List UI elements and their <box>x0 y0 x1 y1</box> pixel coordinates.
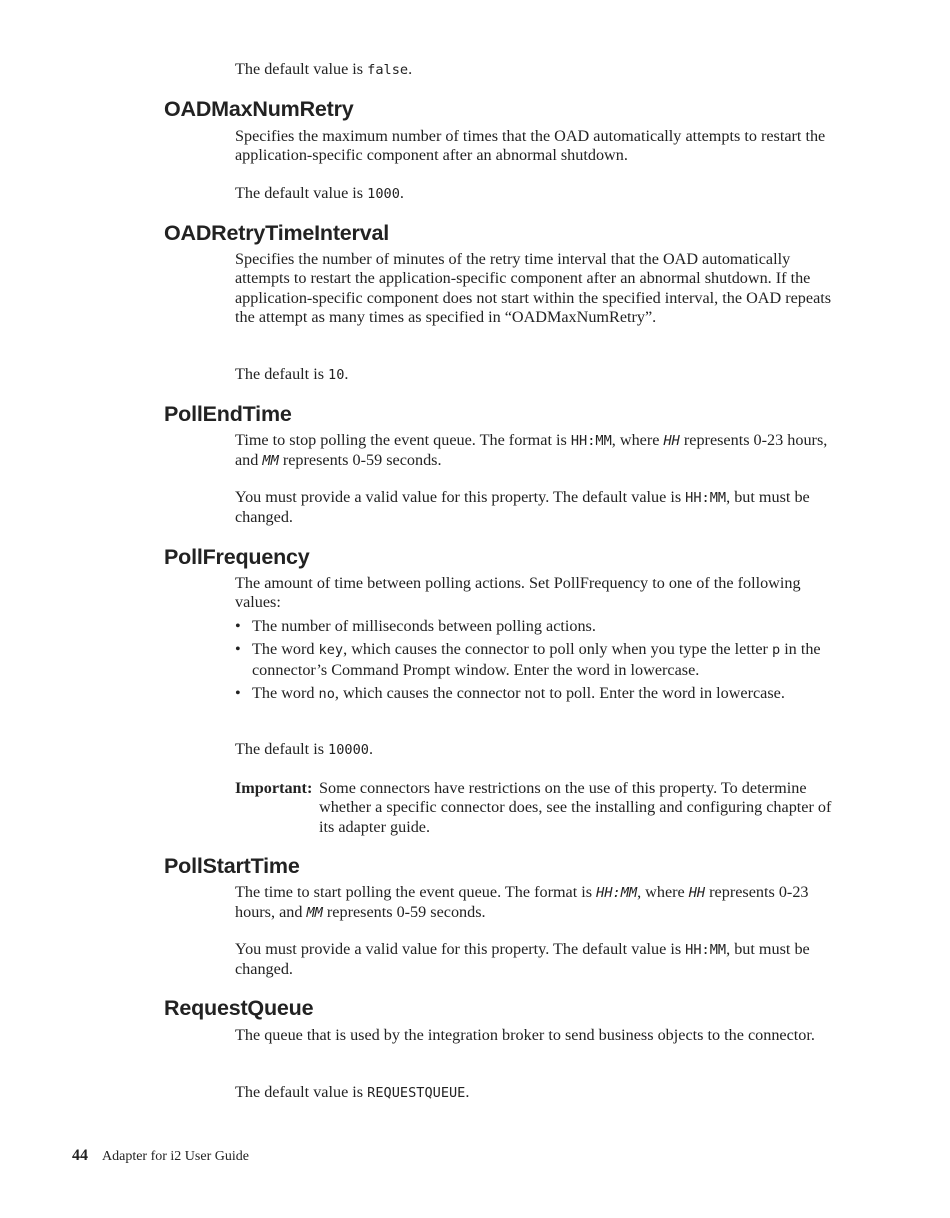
text: represents 0-23 hours, and <box>235 883 809 922</box>
important-label: Important: <box>235 779 313 797</box>
code-value: HH:MM <box>570 433 612 449</box>
text: . <box>344 365 349 383</box>
bullet-icon: • <box>235 683 241 702</box>
bullet-list <box>235 617 835 708</box>
default-value-line <box>235 365 835 385</box>
section-paragraph <box>235 883 835 924</box>
text: represents 0-59 seconds. <box>278 451 442 470</box>
code-value: p <box>771 642 781 659</box>
section-heading: PollFrequency <box>164 545 310 569</box>
text: represents 0-59 seconds. <box>322 903 486 922</box>
text: Time to stop polling the event queue. The format is <box>235 431 571 449</box>
book-title: Adapter for i2 User Guide <box>102 1149 249 1164</box>
section-heading: PollStartTime <box>164 854 300 878</box>
section-heading: PollEndTime <box>164 402 292 426</box>
default-value-line <box>235 60 835 80</box>
text: The default is <box>235 365 329 383</box>
section-paragraph: Specifies the number of minutes of the retry time interval that the OAD automatically attempts to restart the application-specific component after an abnormal shutdown. If the application-specific component does not start within the specified interval, the OAD repeats the attempt as many times as specified in “OADMaxNumRetry”. <box>235 250 832 326</box>
code-value: false <box>367 62 409 78</box>
code-value: 10000 <box>328 742 369 758</box>
section-paragraph <box>235 431 835 472</box>
code-value: 1000 <box>367 186 400 202</box>
default-value-line <box>235 740 835 760</box>
code-value: HH <box>663 433 680 449</box>
text: The default value is <box>235 60 368 78</box>
text: The default value is <box>235 184 368 202</box>
default-value-line <box>235 184 835 204</box>
text: , which causes the connector to poll only when you type the letter <box>343 640 772 659</box>
text: represents 0-23 hours, and <box>235 431 828 470</box>
code-value: HH:MM <box>596 885 638 901</box>
section-heading: OADMaxNumRetry <box>164 97 354 121</box>
important-note <box>235 779 835 837</box>
code-value: HH:MM <box>685 942 727 958</box>
default-value-line <box>235 1083 835 1103</box>
text: You must provide a valid value for this property. The default value is <box>235 488 686 506</box>
text: , where <box>611 431 664 449</box>
section-paragraph <box>235 488 835 528</box>
text: You must provide a valid value for this property. The default value is <box>235 940 686 958</box>
code-value: key <box>318 642 344 659</box>
text: The default is <box>235 740 329 758</box>
important-text: Some connectors have restrictions on the use of this property. To determine whether a specific connector does, see the installing and configuring chapter of its adapter guide. <box>319 779 832 836</box>
bullet-icon: • <box>235 640 241 659</box>
list-item <box>235 617 835 636</box>
section-heading: RequestQueue <box>164 996 314 1020</box>
bullet-icon: • <box>235 617 241 635</box>
page-footer <box>72 1146 249 1167</box>
section-paragraph: The queue that is used by the integration broker to send business objects to the connector. <box>235 1026 815 1044</box>
section-paragraph: The amount of time between polling actions. Set PollFrequency to one of the following values: <box>235 574 801 612</box>
code-value: MM <box>306 905 323 922</box>
text: The word <box>252 683 319 702</box>
text: . <box>465 1083 470 1101</box>
section-paragraph <box>235 940 835 980</box>
text: . <box>368 740 374 758</box>
text: . <box>408 60 413 78</box>
list-item <box>235 684 835 704</box>
code-value: MM <box>262 453 279 470</box>
text: . <box>399 184 404 202</box>
code-value: 10 <box>328 367 345 383</box>
text: The time to start polling the event queue. The format is <box>235 883 597 901</box>
code-value: HH <box>688 885 706 901</box>
section-heading: OADRetryTimeInterval <box>164 221 390 245</box>
text: , where <box>637 883 689 901</box>
text: The word <box>252 640 319 659</box>
text: , but must be changed. <box>235 940 810 979</box>
section-paragraph: Specifies the maximum number of times that the OAD automatically attempts to restart the application-specific component after an abnormal shutdown. <box>235 127 826 165</box>
code-value: REQUESTQUEUE <box>367 1085 466 1101</box>
text: The default value is <box>235 1083 368 1101</box>
page-number: 44 <box>72 1147 88 1164</box>
text: , but must be changed. <box>235 488 810 527</box>
text: , which causes the connector not to poll. Enter the word in lowercase. <box>334 683 785 702</box>
list-item <box>235 640 835 680</box>
text: The number of milliseconds between polling actions. <box>252 617 596 635</box>
code-value: no <box>318 685 335 702</box>
text: in the connector’s Command Prompt window. Enter the word in lowercase. <box>252 640 821 679</box>
code-value: HH:MM <box>685 490 727 506</box>
